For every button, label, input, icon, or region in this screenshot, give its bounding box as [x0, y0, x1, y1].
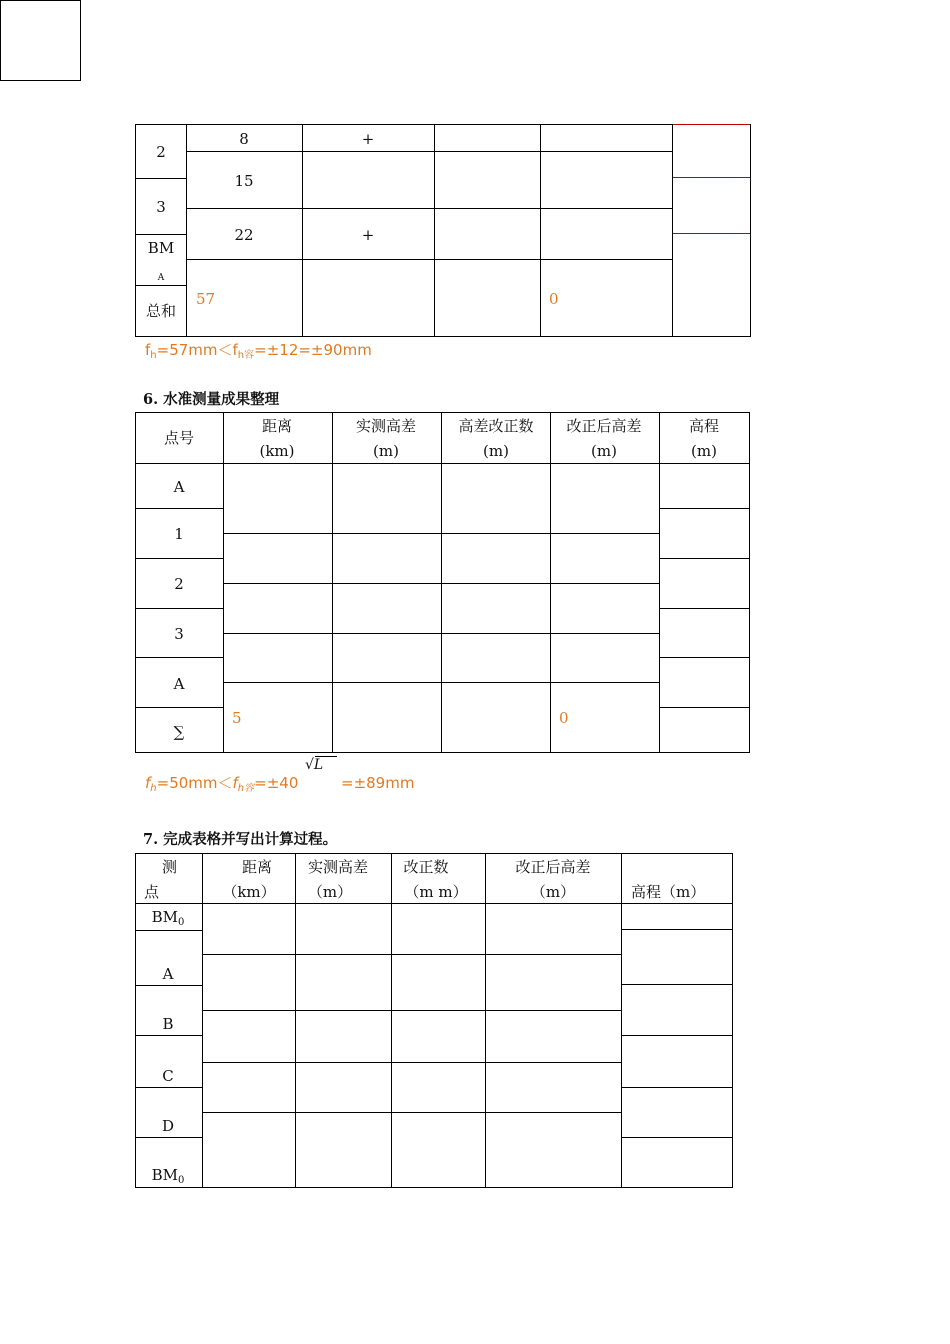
t1-distance-1: 8 — [239, 130, 249, 148]
t7-header-correction: 改正数 — [403, 858, 449, 876]
t6-header-elevation-unit: (m) — [691, 442, 717, 460]
t7-point-bm0-end: $BM_0$ — [151, 1166, 185, 1186]
t7-point-c: C — [162, 1067, 174, 1085]
t1-point-2: 2 — [156, 143, 166, 161]
t6-sum-corrected: 0 — [559, 709, 569, 727]
t7-header-point-2: 点 — [144, 883, 160, 901]
t6-point-2: 2 — [174, 575, 184, 593]
t7-header-distance-unit: （km） — [222, 883, 276, 901]
t7-header-elevation: 高程（m） — [631, 883, 706, 901]
t1-sum-corrected: 0 — [549, 290, 559, 308]
t7-header-point-1: 测 — [162, 858, 178, 876]
t6-header-correction: 高差改正数 — [458, 417, 534, 435]
t7-header-corrected-unit: （m） — [530, 883, 576, 901]
t6-closure-note: $f_h=50mm<f_{h容}=\pm 40$ √L =±89mm — [145, 757, 415, 794]
t6-header-measured-unit: (m) — [373, 442, 399, 460]
t6-header-elevation: 高程 — [688, 417, 720, 435]
t7-header-corrected: 改正后高差 — [515, 858, 591, 876]
t6-point-1: 1 — [174, 525, 184, 543]
t1-distance-3: 22 — [234, 226, 254, 244]
t6-header-distance-unit: (km) — [259, 442, 295, 460]
t7-point-d: D — [161, 1117, 175, 1135]
t1-closure-note: $f_h=57mm<f_{h容}=\pm 12=\pm 90mm$ — [145, 341, 372, 361]
t1-point-bm-sub: A — [157, 273, 165, 283]
t7-header-distance: 距离 — [241, 858, 273, 876]
t1-sign-3: + — [361, 226, 375, 244]
t6-header-point: 点号 — [163, 429, 195, 447]
t1-point-3: 3 — [156, 198, 166, 216]
t6-point-3: 3 — [174, 625, 184, 643]
t7-point-a: A — [162, 965, 174, 983]
t7-point-bm0-start: $BM_0$ — [151, 908, 185, 928]
t7-point-b: B — [162, 1015, 174, 1033]
t1-sign-1: + — [361, 130, 375, 148]
t1-distance-2: 15 — [234, 172, 254, 190]
t6-point-sum: ∑ — [173, 723, 185, 741]
t1-point-bm: BM — [147, 239, 175, 257]
t1-distance-sum: 57 — [196, 290, 216, 308]
t7-header-measured: 实测高差 — [307, 858, 369, 876]
t6-header-measured: 实测高差 — [355, 417, 417, 435]
t7-header-correction-unit: （m m） — [404, 883, 468, 901]
t6-header-correction-unit: (m) — [483, 442, 509, 460]
t6-sum-distance: 5 — [232, 709, 242, 727]
t6-header-distance: 距离 — [261, 417, 293, 435]
t6-header-corrected-unit: (m) — [591, 442, 617, 460]
sqrt-l: √L — [305, 757, 324, 773]
t7-header-measured-unit: （m） — [307, 883, 353, 901]
t6-closure-limit: =±89mm — [341, 774, 415, 792]
section6-heading: 6. 水准测量成果整理 — [143, 391, 280, 408]
t6-point-0: A — [173, 478, 185, 496]
t6-header-corrected: 改正后高差 — [566, 417, 642, 435]
t1-point-sum: 总和 — [145, 302, 177, 320]
t6-point-4: A — [173, 675, 185, 693]
corner-box — [0, 0, 81, 81]
section7-heading: 7. 完成表格并写出计算过程。 — [143, 831, 338, 848]
